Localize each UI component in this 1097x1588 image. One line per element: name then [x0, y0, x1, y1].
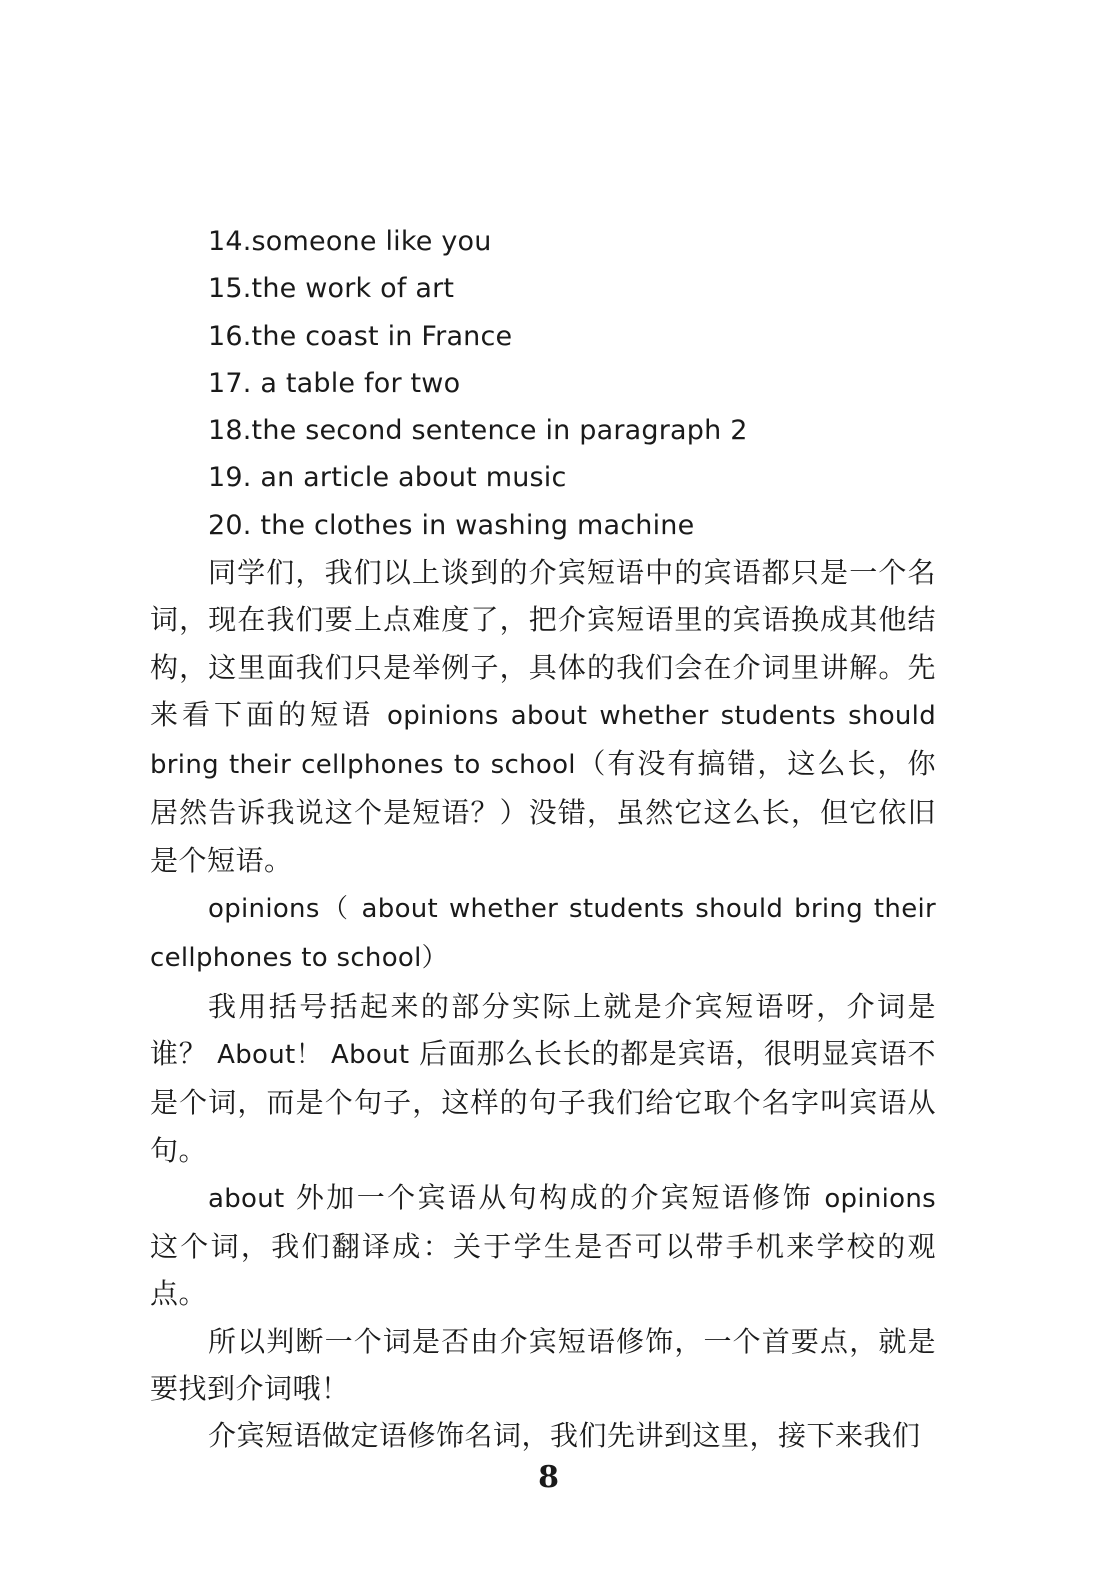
- paragraph-text: 所以判断一个词是否由介宾短语修饰，一个首要点，就是要找到介词哦！: [150, 1324, 936, 1406]
- paragraph-transition: [150, 1412, 936, 1459]
- noun-word: opinions: [824, 1183, 936, 1214]
- list-item: 15.the work of art: [208, 273, 455, 305]
- list-item: 18.the second sentence in paragraph 2: [208, 415, 748, 447]
- paragraph-text: （有没有搞错，这么长，你居然告诉我说这个是短语？）没错，虽然它这么长，但它依旧是个短语。: [150, 747, 936, 877]
- paragraph-text: 后面那么长长的都是宾语，很明显宾语不是个词，而是个句子，这样的句子我们给它取个名字叫宾语从句。: [150, 1036, 937, 1167]
- paragraph-text: 介宾短语做定语修饰名词，我们先讲到这里，接下来我们: [208, 1419, 921, 1453]
- list-item: 19. an article about music: [208, 462, 567, 494]
- body-text: [150, 549, 936, 1460]
- paragraph-explanation: [150, 983, 936, 1174]
- list-item: 17. a table for two: [208, 367, 461, 399]
- paragraph-conclusion: [150, 1318, 936, 1413]
- preposition-word: about: [208, 1183, 285, 1214]
- list-item: 16.the coast in France: [208, 320, 513, 352]
- paragraph-bracketed-phrase: [150, 884, 936, 983]
- paragraph-text: 这个词，我们翻译成：关于学生是否可以带手机来学校的观点。: [150, 1230, 936, 1311]
- example-phrase: opinions（ about whether students should bring their cellphones to school）: [150, 894, 936, 974]
- example-phrase: opinions about whether students should bring their cellphones to school: [150, 700, 937, 781]
- page-content: [150, 0, 936, 1588]
- paragraph-intro: [150, 549, 936, 884]
- list-item: 20. the clothes in washing machine: [208, 509, 695, 541]
- paragraph-text: 外加一个宾语从句构成的介宾短语修饰: [284, 1180, 825, 1214]
- paragraph-translation: [150, 1174, 936, 1318]
- preposition-word: About！ About: [217, 1039, 410, 1070]
- page-number: 8: [538, 1460, 559, 1495]
- list-item: 14.someone like you: [208, 226, 492, 257]
- paragraph-text: 同学们，我们以上谈到的介宾短语中的宾语都只是一个名词，现在我们要上点难度了，把介宾短语里的宾语换成其他结构，这里面我们只是举例子，具体的我们会在介词里讲解。先来看下面的短语: [150, 556, 936, 731]
- paragraph-text: 我用括号括起来的部分实际上就是介宾短语呀，介词是谁？: [150, 989, 936, 1070]
- example-list: [208, 218, 748, 549]
